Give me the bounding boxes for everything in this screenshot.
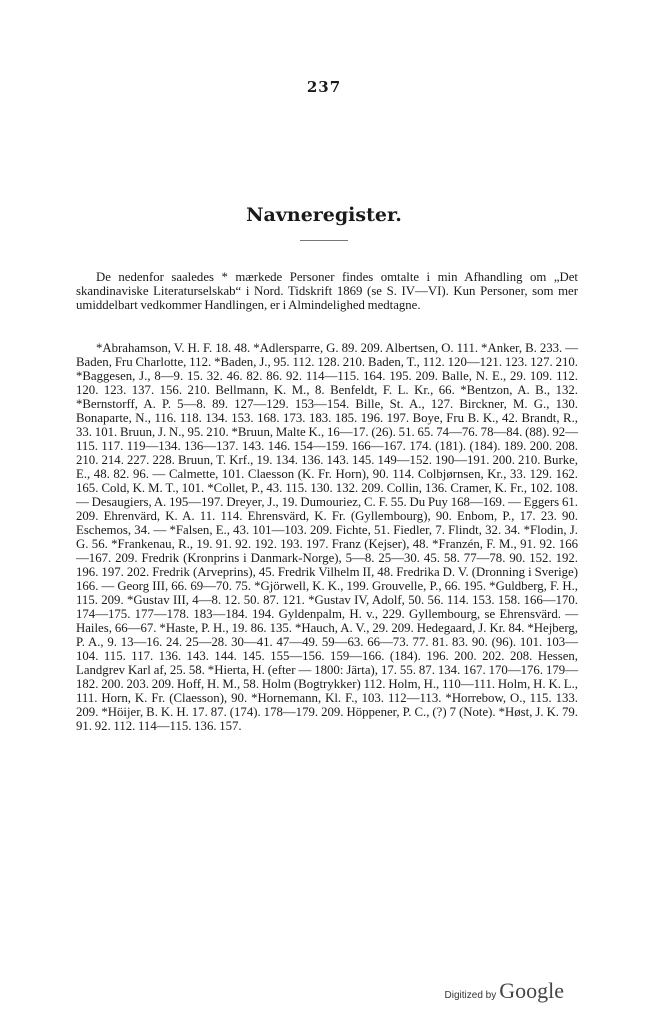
intro-paragraph: De nedenfor saaledes * mærkede Personer findes omtalte i min Afhandling om „Det skandinaviske Literaturselskab“ i Nord. Tidskrift 1869 (se S. IV—VI). Kun Personer, som mer umiddelbart vedkommer Handlingen, er i Almindelighed medtagne.: [76, 269, 578, 312]
google-logo: Google: [499, 978, 564, 1003]
heading-divider: [300, 240, 348, 241]
digitized-by-footer: [445, 978, 564, 1004]
digitized-by-label: Digitized by: [444, 990, 497, 1001]
page-heading: Navneregister.: [246, 204, 402, 226]
name-index-paragraph: *Abrahamson, V. H. F. 18. 48. *Adlersparre, G. 89. 209. Albertsen, O. 111. *Anker, B. 233. — Baden, Fru Charlotte, 112. *Baden, J., 95. 112. 128. 210. Baden, T., 112. 120—121. 123. 127. 210. *Baggesen, J., 8—9. 15. 32. 46. 82. 86. 92. 114—115. 164. 195. 209. Balle, N. E., 29. 109. 112. 120. 123. 137. 156. 210. Bellmann, K. M., 8. Benfeldt, F. L. Kr., 66. *Bentzon, A. B., 132. *Bernstorff, A. P. 5—8. 89. 127—129. 153—154. Bille, St. A., 127. Birckner, M. G., 130. Bonaparte, N., 116. 118. 134. 153. 168. 173. 183. 185. 196. 197. Boye, Fru B. K., 42. Brandt, R., 33. 101. Bruun, J. N., 95. 210. *Bruun, Malte K., 16—17. (26). 51. 65. 74—76. 78—84. (88). 92—115. 117. 119—134. 136—137. 143. 146. 154—159. 166—167. 174. (181). (184). 189. 200. 208. 210. 214. 227. 228. Bruun, T. Krf., 19. 134. 136. 143. 145. 149—152. 190—191. 200. 210. Burke, E., 48. 82. 96. — Calmette, 101. Claesson (K. Fr. Horn), 90. 114. Colbjørnsen, Kr., 33. 129. 162. 165. Cold, K. M. T., 101. *Collet, P., 43. 115. 130. 132. 209. Collin, 136. Cramer, K. Fr., 102. 108. — Desaugiers, A. 195—197. Dreyer, J., 19. Dumouriez, C. F. 55. Du Puy 168—169. — Eggers 61. 209. Ehrenvärd, K. A. 11. 114. Ehrensvärd, K. Fr. (Gyllembourg), 90. Enbom, P., 17. 23. 90. Eschemos, 34. — *Falsen, E., 43. 101—103. 209. Fichte, 51. Fiedler, 7. Flindt, 32. 34. *Flodin, J. G. 56. *Frankenau, R., 19. 91. 92. 192. 193. 197. Franz (Kejser), 48. *Franzén, F. M., 91. 92. 166—167. 209. Fredrik (Kronprins i Danmark-Norge), 5—8. 25—30. 45. 58. 77—78. 90. 152. 192. 196. 197. 202. Fredrik (Arveprins), 45. Fredrik Vilhelm II, 48. Fredrika D. V. (Dronning i Sverige) 166. — Georg III, 66. 69—70. 75. *Gjörwell, K. K., 199. Grouvelle, P., 66. 195. *Guldberg, F. H., 115. 209. *Gustav III, 4—8. 12. 50. 87. 121. *Gustav IV, Adolf, 50. 56. 114. 153. 158. 166—170. 174—175. 177—178. 183—184. 194. Gyldenpalm, H. v., 229. Gyllembourg, se Ehrensvärd. — Hailes, 66—67. *Haste, P. H., 19. 86. 135. *Hauch, A. V., 29. 209. Hedegaard, J. Kr. 84. *Hejberg, P. A., 9. 13—16. 24. 25—28. 30—41. 47—49. 59—63. 66—73. 77. 81. 83. 90. (96). 101. 103—104. 115. 117. 136. 143. 144. 145. 155—156. 159—166. (184). 196. 200. 202. 208. Hessen, Landgrev Karl af, 25. 58. *Hierta, H. (efter — 1800: Järta), 17. 55. 87. 134. 167. 170—176. 179—182. 200. 203. 209. Hoff, H. M., 58. Holm (Bogtrykker) 112. Holm, H., 110—111. Holm, H. K. L., 111. Horn, K. Fr. (Claesson), 90. *Hornemann, Kl. F., 103. 112—113. *Horrebow, O., 115. 133. 209. *Höijer, B. K. H. 17. 87. (174). 178—179. 209. Höppener, P. C., (?) 7 (Note). *Høst, J. K. 79. 91. 92. 112. 114—115. 136. 157.: [76, 340, 578, 733]
page-number: 237: [306, 78, 342, 96]
